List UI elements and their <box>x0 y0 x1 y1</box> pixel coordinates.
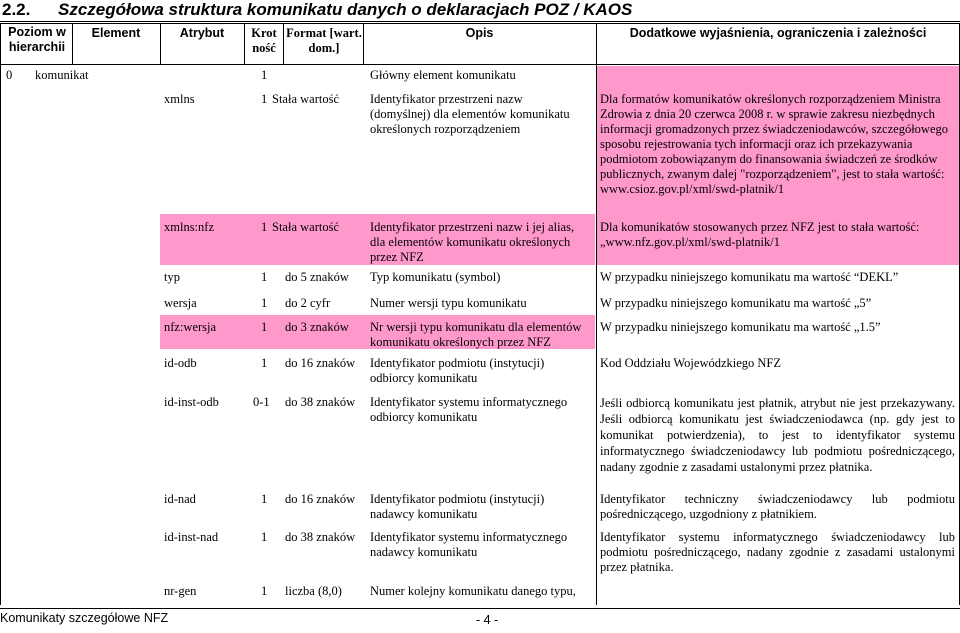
rule-v-desc <box>596 23 597 605</box>
rule-h-top <box>0 23 960 24</box>
rule-v-left <box>0 23 1 605</box>
footer-rule <box>0 608 960 609</box>
row-xmlns-nfz-description: Identyfikator przestrzeni nazw i jej alias, dla elementów komunikatu określonych przez NFZ <box>370 220 575 264</box>
row-wersja-format: do 2 cyfr <box>285 296 331 310</box>
row-id-nad-format: do 16 znaków <box>285 492 356 506</box>
row-xmlns-nfz-notes: Dla komunikatów stosowanych przez NFZ jest to stała wartość: „www.nfz.gov.pl/xml/swd-platnik/1 <box>600 220 920 249</box>
row-id-nad-description: Identyfikator podmiotu (instytucji) nadawcy komunikatu <box>370 492 545 521</box>
row-nr-gen-count: 1 <box>261 584 268 598</box>
row-id-odb-format: do 16 znaków <box>285 356 356 370</box>
row-id-inst-odb-notes: Jeśli odbiorcą komunikatu jest płatnik, atrybut nie jest przekazywany. Jeśli odbiorcą komunikatu jest świadczeniodawca (np. gdy jest to komunikat potwierdzenia), to jest to identyfikator systemu informatycznego świadczeniodawcy lub podmiotu pośredniczącego, nadany zgodnie z zasadami ustalonymi przez płatnika. <box>600 396 955 474</box>
row-id-inst-odb-description: Identyfikator systemu informatycznego odbiorcy komunikatu <box>370 395 568 424</box>
col-element-header: Element <box>91 26 141 40</box>
rule-h-header <box>0 64 960 65</box>
row-komunikat-level: 0 <box>6 68 13 82</box>
col-notes-header: Dodatkowe wyjaśnienia, ograniczenia i zależności <box>629 26 927 40</box>
section-heading <box>0 0 960 21</box>
footer-text: Komunikaty szczegółowe NFZ <box>0 611 169 625</box>
heading-rule <box>0 21 960 22</box>
row-xmlns-attribute: xmlns <box>164 92 195 106</box>
row-id-nad-count: 1 <box>261 492 268 506</box>
row-xmlns-description: Identyfikator przestrzeni nazw (domyślnej) dla elementów komunikatu określonych rozporządzeniem <box>370 92 570 136</box>
row-typ-description: Typ komunikatu (symbol) <box>370 270 501 284</box>
row-id-inst-nad-notes: Identyfikator systemu informatycznego świadczeniodawcy lub podmiotu pośredniczącego, nadany zgodnie z zasadami ustalonymi przez płatnika. <box>600 530 955 574</box>
row-id-odb-attribute: id-odb <box>164 356 197 370</box>
row-id-nad-notes: Identyfikator techniczny świadczeniodawcy lub podmiotu pośredniczącego, uzgodniony z płatnikiem. <box>600 492 955 521</box>
row-typ-format: do 5 znaków <box>285 270 349 284</box>
structure-table <box>0 23 960 605</box>
row-id-nad-attribute: id-nad <box>164 492 196 506</box>
row-id-inst-nad-description: Identyfikator systemu informatycznego nadawcy komunikatu <box>370 530 568 559</box>
row-komunikat-description: Główny element komunikatu <box>370 68 516 82</box>
col-attribute-header: Atrybut <box>179 26 225 40</box>
row-id-inst-odb-attribute: id-inst-odb <box>164 395 219 409</box>
row-komunikat-count: 1 <box>261 68 268 82</box>
row-nr-gen-description: Numer kolejny komunikatu danego typu, <box>370 584 576 598</box>
row-typ-attribute: typ <box>164 270 180 284</box>
row-xmlns-nfz-attribute: xmlns:nfz <box>164 220 214 234</box>
row-id-inst-odb-count: 0-1 <box>253 395 270 409</box>
row-id-inst-nad-format: do 38 znaków <box>285 530 356 544</box>
row-typ-count: 1 <box>261 270 268 284</box>
row-nfz-wersja-count: 1 <box>261 320 268 334</box>
row-id-odb-description: Identyfikator podmiotu (instytucji) odbiorcy komunikatu <box>370 356 545 385</box>
row-nfz-wersja-description: Nr wersji typu komunikatu dla elementów komunikatu określonych przez NFZ <box>370 320 582 349</box>
col-description-header: Opis <box>465 26 494 40</box>
row-nr-gen-attribute: nr-gen <box>164 584 197 598</box>
row-xmlns-notes: Dla formatów komunikatów określonych rozporządzeniem Ministra Zdrowia z dnia 20 czerwca 2008 r. w sprawie zakresu niezbędnych informacji gromadzonych przez świadczeniodawców, szczegółowego sposobu rejestrowania tych informacji oraz ich przekazywania podmiotom zobowiązanym do finansowania świadczeń ze środków publicznych, zwanym dalej "rozporządzeniem", jest to stała wartość: www.csioz.gov.pl/xml/swd-platnik/1 <box>600 92 948 196</box>
section-title: Szczegółowa struktura komunikatu danych o deklaracjach POZ / KAOS <box>58 0 633 19</box>
row-id-inst-odb-format: do 38 znaków <box>285 395 356 409</box>
row-wersja-notes: W przypadku niniejszego komunikatu ma wartość „5” <box>600 296 872 310</box>
row-id-odb-notes: Kod Oddziału Wojewódzkiego NFZ <box>600 356 782 370</box>
row-wersja-attribute: wersja <box>164 296 197 310</box>
row-id-inst-nad-count: 1 <box>261 530 268 544</box>
row-nfz-wersja-attribute: nfz:wersja <box>164 320 217 334</box>
row-xmlns-count: 1 <box>261 92 268 106</box>
section-number: 2.2. <box>2 0 31 19</box>
row-nfz-wersja-format: do 3 znaków <box>285 320 349 334</box>
row-id-inst-nad-attribute: id-inst-nad <box>164 530 219 544</box>
row-nfz-wersja-notes: W przypadku niniejszego komunikatu ma wartość „1.5” <box>600 320 881 334</box>
col-count-header: Krot ność <box>251 26 277 55</box>
row-id-odb-count: 1 <box>261 356 268 370</box>
row-wersja-count: 1 <box>261 296 268 310</box>
row-typ-notes: W przypadku niniejszego komunikatu ma wartość “DEKL” <box>600 270 899 284</box>
row-wersja-description: Numer wersji typu komunikatu <box>370 296 527 310</box>
page-number: - 4 - <box>476 613 499 627</box>
row-xmlns-nfz-count: 1 <box>261 220 268 234</box>
row-komunikat-element: komunikat <box>35 68 89 82</box>
col-level-header: Poziom w hierarchii <box>8 25 66 54</box>
row-xmlns-format: Stała wartość <box>272 92 339 106</box>
row-nr-gen-format: liczba (8,0) <box>285 584 342 598</box>
col-format-header: Format [wart. dom.] <box>286 26 362 55</box>
row-xmlns-nfz-format: Stała wartość <box>272 220 339 234</box>
